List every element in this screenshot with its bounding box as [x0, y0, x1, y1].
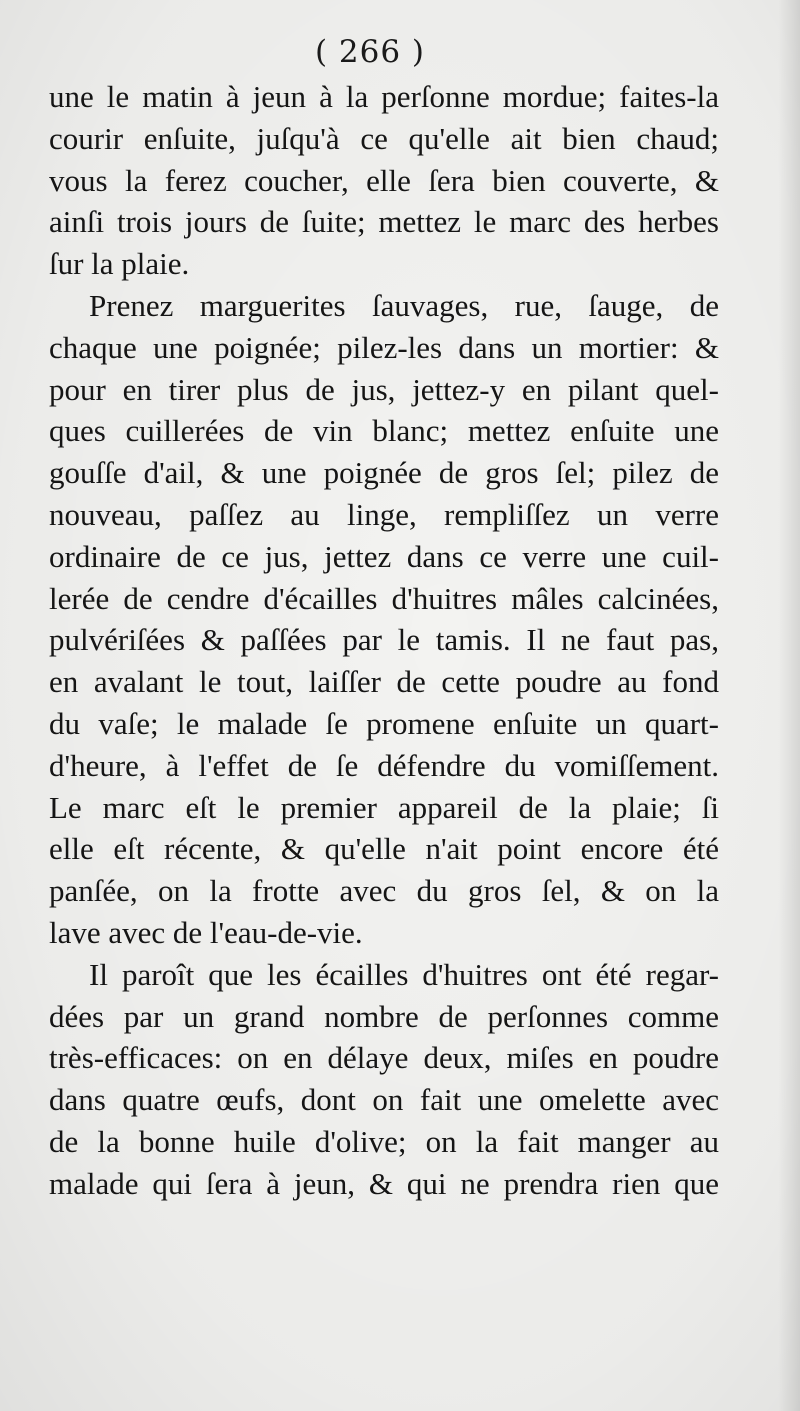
page-edge-shadow: [778, 0, 800, 1411]
text-line: vous la ferez coucher, elle ſera bien couverte, &: [49, 162, 719, 198]
text-line: panſée, on la frotte avec du gros ſel, & on la: [49, 873, 719, 909]
page-number: ( 266 ): [314, 34, 426, 70]
body-text: [49, 76, 719, 1205]
text-line: Il paroît que les écailles d'huitres ont été regar-: [89, 956, 719, 992]
text-line: ſur la plaie.: [49, 246, 190, 282]
text-line: elle eſt récente, & qu'elle n'ait point encore été: [49, 831, 719, 867]
text-line: de la bonne huile d'olive; on la fait manger au: [49, 1123, 719, 1159]
paragraph: [49, 954, 719, 1205]
text-line: en avalant le tout, laiſſer de cette poudre au fond: [49, 664, 719, 700]
text-line: ainſi trois jours de ſuite; mettez le marc des herbes: [49, 204, 719, 240]
text-line: pulvériſées & paſſées par le tamis. Il ne faut pas,: [49, 622, 719, 658]
text-line: très-efficaces: on en délaye deux, miſes en poudre: [49, 1040, 719, 1076]
text-line: du vaſe; le malade ſe promene enſuite un quart-: [49, 705, 719, 741]
text-line: lave avec de l'eau-de-vie.: [49, 914, 363, 950]
text-line: dées par un grand nombre de perſonnes comme: [49, 998, 719, 1034]
text-line: ordinaire de ce jus, jettez dans ce verre une cuil-: [49, 538, 719, 574]
paragraph: [49, 285, 719, 954]
text-line: chaque une poignée; pilez-les dans un mortier: &: [49, 329, 719, 365]
text-line: Prenez marguerites ſauvages, rue, ſauge, de: [89, 287, 719, 323]
text-line: d'heure, à l'effet de ſe défendre du vomiſſement.: [49, 747, 719, 783]
text-line: pour en tirer plus de jus, jettez-y en pilant quel-: [49, 371, 719, 407]
text-line: dans quatre œufs, dont on fait une omelette avec: [49, 1082, 719, 1118]
text-line: gouſſe d'ail, & une poignée de gros ſel; pilez de: [49, 455, 719, 491]
text-line: Le marc eſt le premier appareil de la plaie; ſi: [49, 789, 719, 825]
text-line: une le matin à jeun à la perſonne mordue; faites-la: [49, 79, 719, 114]
text-line: malade qui ſera à jeun, & qui ne prendra rien que: [49, 1165, 719, 1201]
text-line: lerée de cendre d'écailles d'huitres mâles calcinées,: [49, 580, 719, 616]
text-line: ques cuillerées de vin blanc; mettez enſuite une: [49, 413, 719, 449]
text-line: courir enſuite, juſqu'à ce qu'elle ait bien chaud;: [49, 120, 719, 156]
paragraph: [49, 76, 719, 285]
text-line: nouveau, paſſez au linge, rempliſſez un verre: [49, 496, 719, 532]
